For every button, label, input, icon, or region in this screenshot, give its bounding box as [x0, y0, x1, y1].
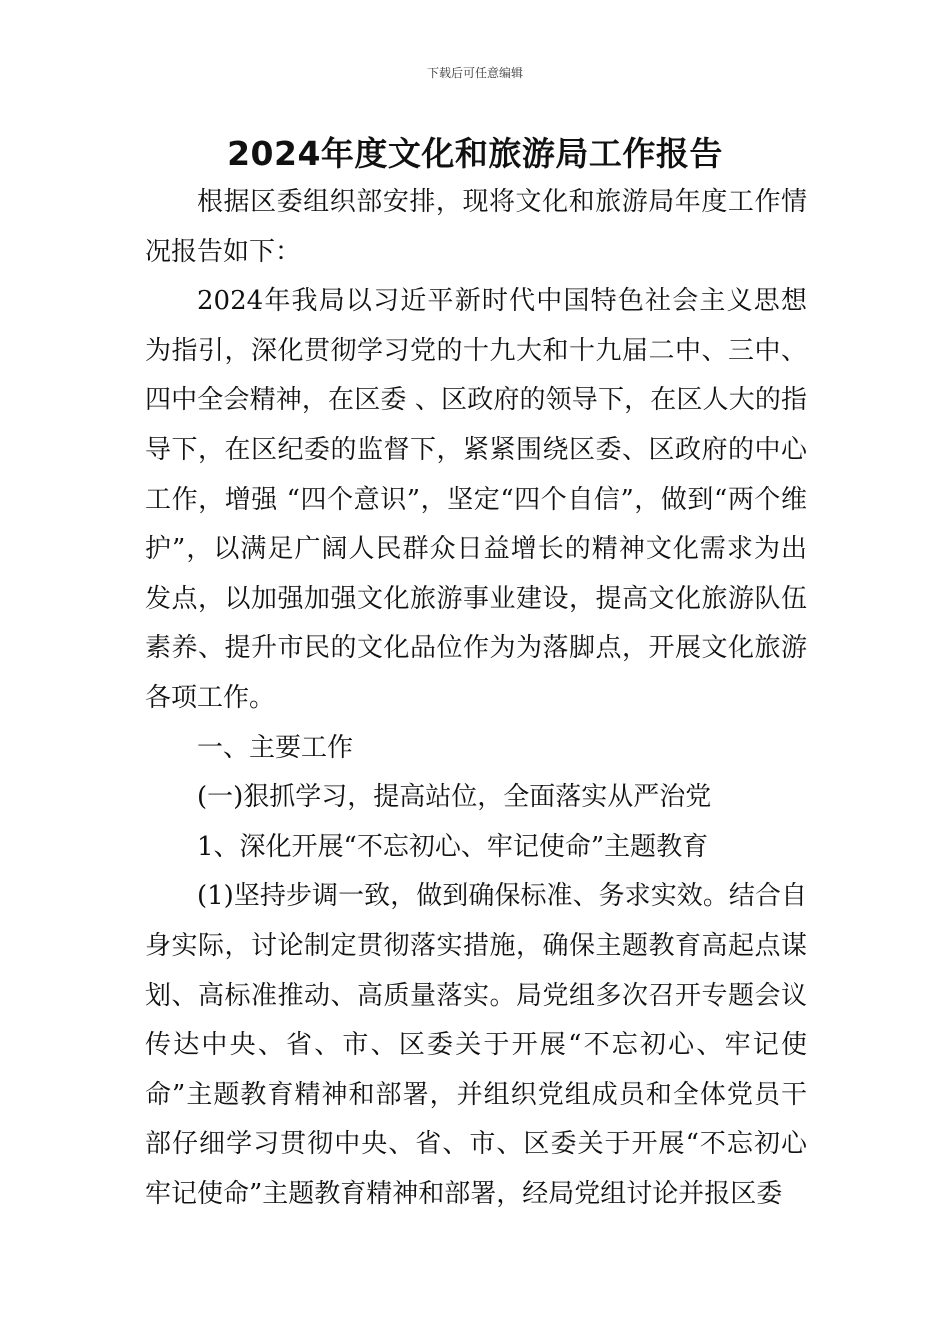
item-heading: 1、深化开展“不忘初心、牢记使命”主题教育	[197, 831, 709, 862]
intro-paragraph: 根据区委组织部安排，现将文化和旅游局年度工作情况报告如下：	[145, 187, 807, 267]
page-header-note: 下载后可任意编辑	[426, 66, 523, 80]
detail-paragraph: (1)坚持步调一致，做到确保标准、务求实效。结合自身实际，讨论制定贯彻落实措施，确保主题教育高起点谋划、高标准推动、高质量落实。局党组多次召开专题会议传达中央、省、市、区委关于开展“不忘初心、牢记使命”主题教育精神和部署，并组织党组成员和全体党员干部仔细学习贯彻中央、省、市、区委关于开展“不忘初心牢记使命”主题教育精神和部署，经局党组讨论并报区委	[145, 881, 807, 1209]
document-body	[145, 178, 807, 1219]
subsection-heading: (一)狠抓学习，提高站位，全面落实从严治党	[197, 782, 712, 813]
section-heading: 一、主要工作	[197, 732, 354, 763]
document-title: 2024年度文化和旅游局工作报告	[227, 134, 723, 173]
overview-paragraph: 2024年我局以习近平新时代中国特色社会主义思想为指引，深化贯彻学习党的十九大和十九届二中、三中、四中全会精神，在区委 、区政府的领导下，在区人大的指导下，在区纪委的监督下，紧紧围绕区委、区政府的中心工作，增强 “四个意识”，坚定“四个自信”，做到“两个维护”，以满足广阔人民群众日益增长的精神文化需求为出发点，以加强加强文化旅游事业建设，提高文化旅游队伍素养、提升市民的文化品位作为为落脚点，开展文化旅游各项工作。	[145, 286, 807, 713]
